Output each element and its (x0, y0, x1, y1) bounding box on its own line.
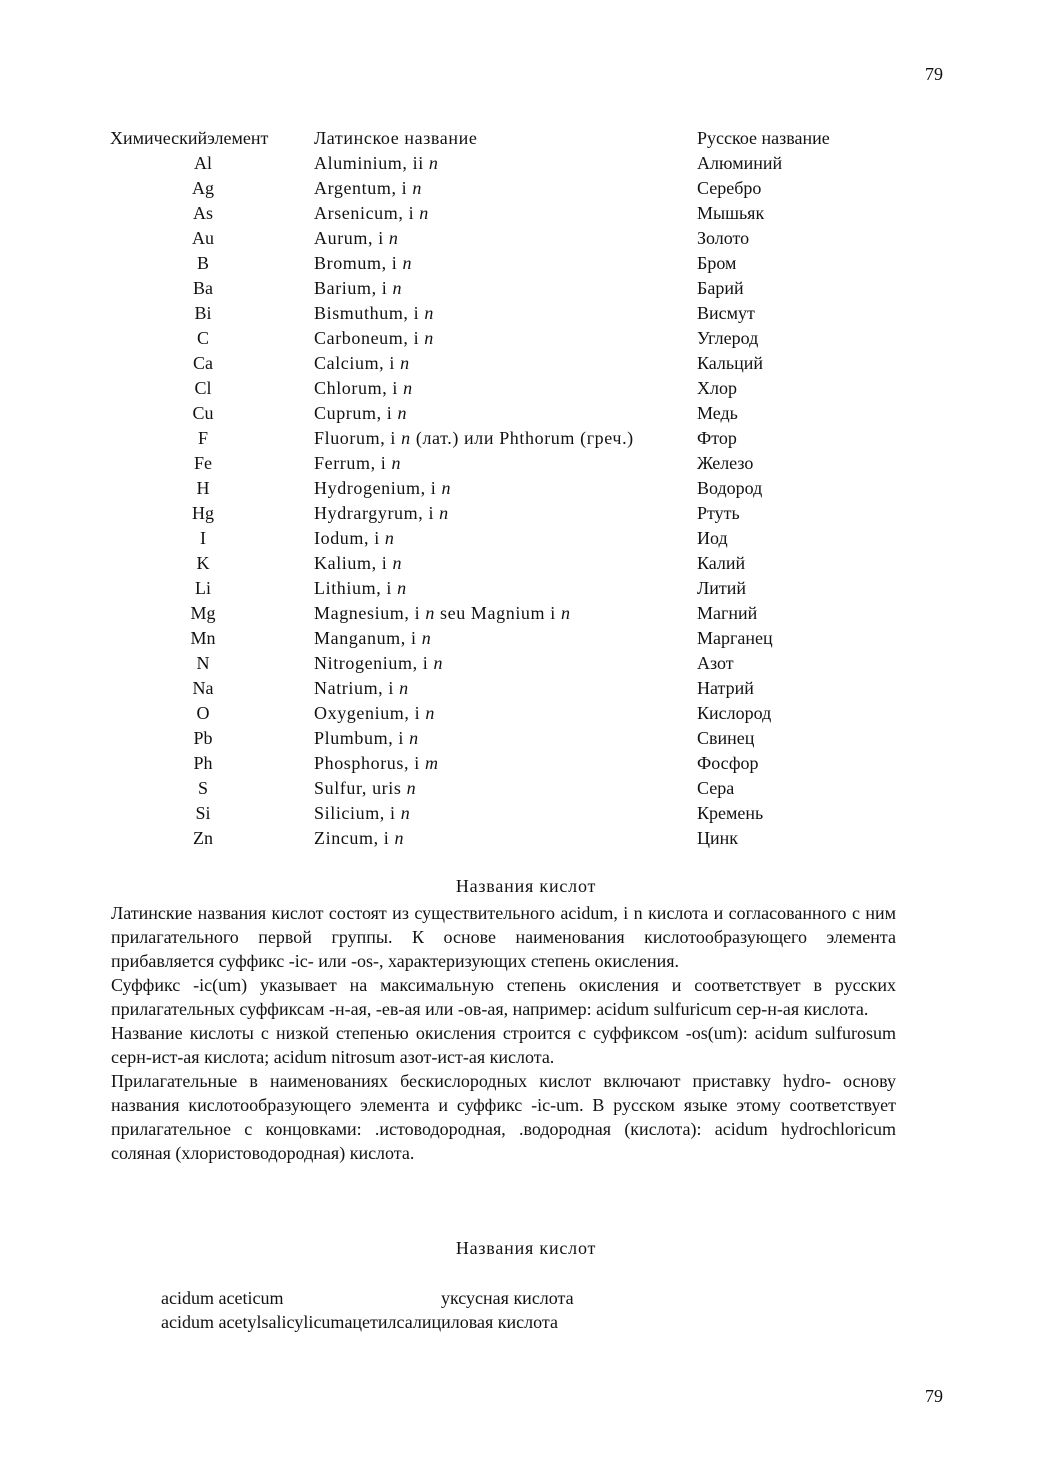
gender-mark: m (424, 753, 439, 773)
gender-mark: n (392, 553, 403, 573)
russian-name: Железо (697, 453, 754, 473)
gender-mark: n (421, 628, 432, 648)
latin-name-cell (314, 451, 697, 476)
russian-name: Литий (697, 578, 746, 598)
russian-name: Натрий (697, 678, 754, 698)
element-symbol: Ba (193, 278, 213, 298)
latin-name-cell (314, 526, 697, 551)
latin-name: Silicium, i (314, 803, 396, 823)
latin-name-cell (314, 226, 697, 251)
latin-name: Bismuthum, i (314, 303, 420, 323)
gender-mark: n (384, 528, 395, 548)
table-row (110, 701, 937, 726)
table-row (110, 551, 937, 576)
table-row (110, 626, 937, 651)
gender-mark: n (419, 203, 429, 223)
gender-mark: n (439, 503, 449, 523)
latin-name: Chlorum, i (314, 378, 399, 398)
element-symbol: Pb (193, 728, 213, 748)
gender-mark: n (403, 378, 413, 398)
element-symbol: Cl (194, 378, 212, 398)
list-item (161, 1286, 574, 1310)
latin-name-cell (314, 576, 697, 601)
gender-mark: n (425, 603, 435, 623)
gender-mark: n (400, 353, 410, 373)
gender-mark: n (560, 603, 571, 623)
section-title-acids-list: Названия кислот (455, 1238, 597, 1258)
latin-name-cell (314, 201, 697, 226)
latin-name-extra: (лат.) или Phthorum (греч.) (415, 428, 634, 448)
table-header-row (110, 126, 937, 151)
table-row (110, 501, 937, 526)
latin-name: Ferrum, i (314, 453, 387, 473)
element-symbol: Bi (194, 303, 212, 323)
element-symbol: Zn (193, 828, 213, 848)
latin-name-cell (314, 501, 697, 526)
russian-name: Магний (697, 603, 758, 623)
latin-name-cell (314, 551, 697, 576)
russian-name: Свинец (697, 728, 755, 748)
table-row (110, 201, 937, 226)
table-row (110, 426, 937, 451)
element-symbol: Li (195, 578, 211, 598)
russian-name: Хлор (697, 378, 737, 398)
russian-name: Висмут (697, 303, 755, 323)
acid-russian-name: ацетилсалициловая кислота (344, 1312, 558, 1332)
gender-mark: n (397, 403, 408, 423)
table-row (110, 376, 937, 401)
russian-name: Медь (697, 403, 738, 423)
table-row (110, 451, 937, 476)
russian-name: Золото (697, 228, 750, 248)
latin-name-extra: seu Magnium i (440, 603, 556, 623)
latin-name-cell (314, 276, 697, 301)
latin-name-cell (314, 701, 697, 726)
gender-mark: n (399, 678, 409, 698)
element-symbol: S (197, 778, 208, 798)
list-item (161, 1310, 574, 1334)
latin-name-cell (314, 376, 697, 401)
russian-name: Барий (697, 278, 744, 298)
latin-name: Nitrogenium, i (314, 653, 429, 673)
latin-name-cell (314, 826, 697, 851)
table-row (110, 601, 937, 626)
russian-name: Калий (697, 553, 746, 573)
table-row (110, 776, 937, 801)
table-row (110, 226, 937, 251)
table-row (110, 151, 937, 176)
latin-name: Kalium, i (314, 553, 388, 573)
latin-name: Aluminium, ii (314, 153, 424, 173)
elements-table (110, 126, 937, 851)
element-symbol: C (196, 328, 209, 348)
latin-name: Iodum, i (314, 528, 380, 548)
element-symbol: Au (192, 228, 214, 248)
russian-name: Фтор (697, 428, 737, 448)
element-symbol: Ph (193, 753, 213, 773)
latin-name-cell (314, 601, 697, 626)
latin-name: Aurum, i (314, 228, 384, 248)
latin-name: Barium, i (314, 278, 388, 298)
header-russian-name: Русское название (697, 128, 830, 148)
table-row (110, 751, 937, 776)
element-symbol: Fe (194, 453, 212, 473)
latin-name: Zincum, i (314, 828, 390, 848)
table-row (110, 251, 937, 276)
latin-name: Lithium, i (314, 578, 392, 598)
latin-name-cell (314, 401, 697, 426)
acid-latin-name: acidum aceticum (161, 1288, 284, 1308)
latin-name: Bromum, i (314, 253, 398, 273)
russian-name: Ртуть (697, 503, 740, 523)
gender-mark: n (412, 178, 422, 198)
gender-mark: n (401, 428, 411, 448)
paragraph: Название кислоты с низкой степенью окисления строится с суффиксом -os(um): acidum sulfurosum серн-ист-ая кислота; acidum nitrosum азот-ист-ая кислота. (111, 1023, 896, 1067)
gender-mark: n (402, 253, 413, 273)
table-row (110, 651, 937, 676)
latin-name-cell (314, 176, 697, 201)
table-row (110, 476, 937, 501)
gender-mark: n (441, 478, 452, 498)
header-chemical-element: Химическийэлемент (110, 128, 269, 148)
acid-russian-name: уксусная кислота (441, 1288, 574, 1308)
latin-name-cell (314, 651, 697, 676)
element-symbol: I (200, 528, 206, 548)
latin-name-cell (314, 251, 697, 276)
latin-name: Hydrogenium, i (314, 478, 437, 498)
latin-name-cell (314, 726, 697, 751)
russian-name: Алюминий (697, 153, 783, 173)
table-row (110, 726, 937, 751)
gender-mark: n (428, 153, 439, 173)
latin-name: Carboneum, i (314, 328, 420, 348)
table-row (110, 676, 937, 701)
latin-name: Oxygenium, i (314, 703, 421, 723)
latin-name-cell (314, 151, 697, 176)
latin-name: Natrium, i (314, 678, 394, 698)
gender-mark: n (391, 453, 402, 473)
latin-name: Phosphorus, i (314, 753, 420, 773)
latin-name-cell (314, 426, 697, 451)
latin-name: Arsenicum, i (314, 203, 415, 223)
russian-name: Марганец (697, 628, 773, 648)
latin-name-cell (314, 326, 697, 351)
gender-mark: n (392, 278, 403, 298)
gender-mark: n (424, 328, 434, 348)
latin-name-cell (314, 676, 697, 701)
section-title-acids: Названия кислот (455, 876, 597, 896)
element-symbol: Ag (192, 178, 214, 198)
russian-name: Цинк (697, 828, 739, 848)
table-row (110, 401, 937, 426)
paragraph: Прилагательные в наименованиях бескислородных кислот включают приставку hydro- основу названия кислотообразующего элемента и суффикс -ic-um. В русском языке этому соответствует прилагательное с концовками: .истоводородная, .водородная (кислота): acidum hydrochloricum соляная (хлористоводородная) кислота. (111, 1071, 896, 1163)
gender-mark: n (394, 828, 405, 848)
element-symbol: Na (192, 678, 214, 698)
table-row (110, 276, 937, 301)
table-row (110, 526, 937, 551)
gender-mark: n (433, 653, 444, 673)
latin-name: Hydrargyrum, i (314, 503, 435, 523)
paragraph: Суффикс -ic(um) указывает на максимальную степень окисления и соответствует в русских прилагательных суффиксам -н-ая, -ев-ая или -ов-ая, например: acidum sulfuricum сер-н-ая кислота. (111, 975, 896, 1019)
table-row (110, 801, 937, 826)
gender-mark: n (406, 778, 417, 798)
table-row (110, 576, 937, 601)
table-row (110, 826, 937, 851)
element-symbol: F (197, 428, 208, 448)
acid-list (161, 1286, 574, 1334)
latin-name: Fluorum, i (314, 428, 397, 448)
gender-mark: n (397, 578, 407, 598)
element-symbol: H (196, 478, 210, 498)
latin-name: Plumbum, i (314, 728, 405, 748)
latin-name: Argentum, i (314, 178, 408, 198)
element-symbol: O (196, 703, 210, 723)
table-row (110, 351, 937, 376)
element-symbol: Al (194, 153, 212, 173)
element-symbol: Cu (192, 403, 214, 423)
page-number-bottom: 79 (925, 1386, 943, 1406)
russian-name: Водород (697, 478, 763, 498)
latin-name: Cuprum, i (314, 403, 393, 423)
latin-name-cell (314, 351, 697, 376)
russian-name: Иод (697, 528, 728, 548)
element-symbol: Ca (193, 353, 213, 373)
russian-name: Углерод (697, 328, 759, 348)
latin-name: Manganum, i (314, 628, 417, 648)
element-symbol: Mn (190, 628, 216, 648)
latin-name: Calcium, i (314, 353, 395, 373)
table-row (110, 326, 937, 351)
page-number-top: 79 (925, 64, 943, 84)
latin-name-cell (314, 476, 697, 501)
element-symbol: Mg (190, 603, 216, 623)
russian-name: Серебро (697, 178, 762, 198)
element-symbol: N (196, 653, 210, 673)
gender-mark: n (424, 303, 434, 323)
russian-name: Бром (697, 253, 737, 273)
body-text (111, 901, 896, 1165)
russian-name: Кремень (697, 803, 764, 823)
header-latin-name: Латинское название (314, 128, 478, 148)
element-symbol: Hg (192, 503, 214, 523)
table-row (110, 176, 937, 201)
latin-name-cell (314, 751, 697, 776)
latin-name-cell (314, 626, 697, 651)
russian-name: Кальций (697, 353, 764, 373)
russian-name: Азот (697, 653, 734, 673)
gender-mark: n (425, 703, 435, 723)
russian-name: Кислород (697, 703, 772, 723)
gender-mark: n (388, 228, 399, 248)
russian-name: Мышьяк (697, 203, 765, 223)
element-symbol: As (192, 203, 213, 223)
latin-name-cell (314, 301, 697, 326)
table-row (110, 301, 937, 326)
element-symbol: B (196, 253, 209, 273)
latin-name: Magnesium, i (314, 603, 421, 623)
russian-name: Сера (697, 778, 735, 798)
latin-name-cell (314, 776, 697, 801)
latin-name: Sulfur, uris (314, 778, 402, 798)
element-symbol: K (196, 553, 210, 573)
gender-mark: n (409, 728, 419, 748)
russian-name: Фосфор (697, 753, 759, 773)
paragraph: Латинские названия кислот состоят из существительного acidum, i n кислота и согласованного с ним прилагательного первой группы. К основе наименования кислотообразующего элемента прибавляется суффикс -ic- или -os-, характеризующих степень окисления. (111, 903, 896, 971)
gender-mark: n (400, 803, 411, 823)
element-symbol: Si (195, 803, 211, 823)
acid-latin-name: acidum acetylsalicylicum (161, 1312, 345, 1332)
latin-name-cell (314, 801, 697, 826)
